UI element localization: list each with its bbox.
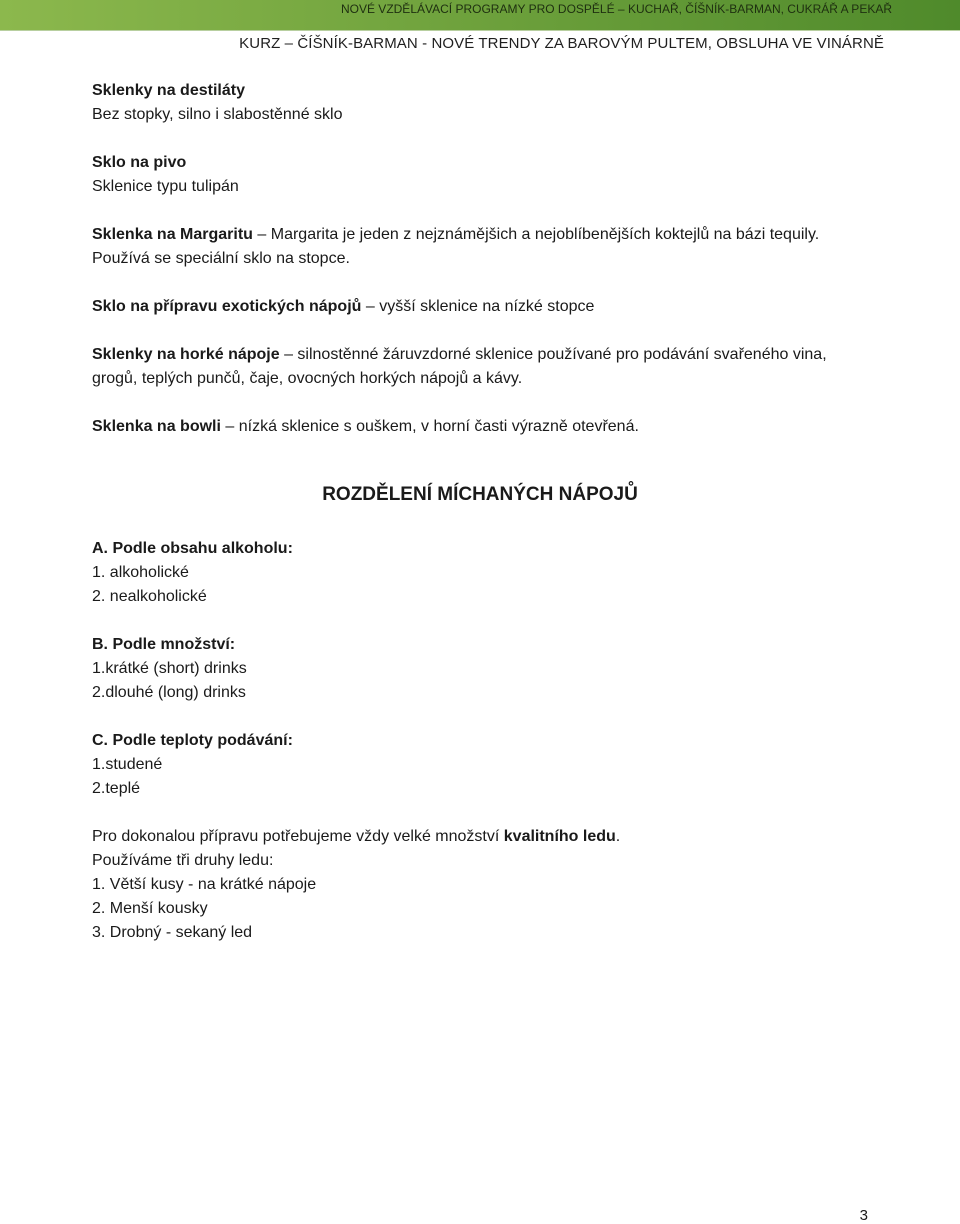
margarita-desc: – Margarita je jeden z nejznámějšich a nejoblíbenějších koktejlů na bázi tequily. Používá se speciální sklo na stopce. bbox=[92, 226, 820, 267]
exoticke-title: Sklo na přípravu exotických nápojů bbox=[92, 298, 362, 315]
category-c-item: 1.studené bbox=[92, 756, 163, 773]
category-a-item: 2. nealkoholické bbox=[92, 588, 207, 605]
ice-intro-suffix: . bbox=[615, 828, 621, 845]
bowle-paragraph bbox=[92, 415, 872, 439]
pivo-desc: Sklenice typu tulipán bbox=[92, 178, 239, 195]
category-a-title: A. Podle obsahu alkoholu: bbox=[92, 540, 293, 557]
category-b-item: 1.krátké (short) drinks bbox=[92, 660, 247, 677]
exoticke-desc: – vyšší sklenice na nízké stopce bbox=[361, 298, 595, 315]
ice-intro-bold: kvalitního ledu bbox=[503, 828, 616, 845]
category-c-title: C. Podle teploty podávání: bbox=[92, 732, 293, 749]
horke-desc: – silnostěnné žáruvzdorné sklenice používané pro podávání svařeného vina, grogů, teplých punčů, čaje, ovocných horkých nápojů a kávy. bbox=[92, 346, 827, 387]
header-program-title: NOVÉ VZDĚLÁVACÍ PROGRAMY PRO DOSPĚLÉ – KUCHAŘ, ČÍŠNÍK-BARMAN, CUKRÁŘ A PEKAŘ bbox=[340, 2, 892, 16]
categories-block bbox=[92, 537, 872, 945]
pivo-title: Sklo na pivo bbox=[92, 154, 187, 171]
ice-type-item: 2. Menší kousky bbox=[92, 900, 208, 917]
category-b-title: B. Podle množství: bbox=[92, 636, 236, 653]
destilaty-desc: Bez stopky, silno i slabostěnné sklo bbox=[92, 106, 343, 123]
category-b-item: 2.dlouhé (long) drinks bbox=[92, 684, 246, 701]
exoticke-paragraph bbox=[92, 295, 872, 319]
page-content bbox=[92, 79, 872, 439]
bowle-desc: – nízká sklenice s ouškem, v horní časti výrazně otevřená. bbox=[220, 418, 639, 435]
margarita-title: Sklenka na Margaritu bbox=[92, 226, 253, 243]
section-heading: ROZDĚLENÍ MÍCHANÝCH NÁPOJŮ bbox=[322, 484, 638, 505]
ice-intro-text: Pro dokonalou přípravu potřebujeme vždy velké množství bbox=[92, 828, 504, 845]
category-a-item: 1. alkoholické bbox=[92, 564, 189, 581]
ice-type-item: 1. Větší kusy - na krátké nápoje bbox=[92, 876, 317, 893]
ice-types-title: Používáme tři druhy ledu: bbox=[92, 852, 274, 869]
horke-paragraph bbox=[92, 343, 852, 391]
header-course-title: KURZ – ČÍŠNÍK-BARMAN - NOVÉ TRENDY ZA BAROVÝM PULTEM, OBSLUHA VE VINÁRNĚ bbox=[239, 35, 884, 52]
ice-intro bbox=[92, 825, 872, 849]
destilaty-title: Sklenky na destiláty bbox=[92, 82, 245, 99]
ice-type-item: 3. Drobný - sekaný led bbox=[92, 924, 253, 941]
margarita-paragraph bbox=[92, 223, 832, 271]
bowle-title: Sklenka na bowli bbox=[92, 418, 221, 435]
horke-title: Sklenky na horké nápoje bbox=[92, 346, 280, 363]
page-number: 3 bbox=[859, 1207, 868, 1224]
category-c-item: 2.teplé bbox=[92, 780, 141, 797]
